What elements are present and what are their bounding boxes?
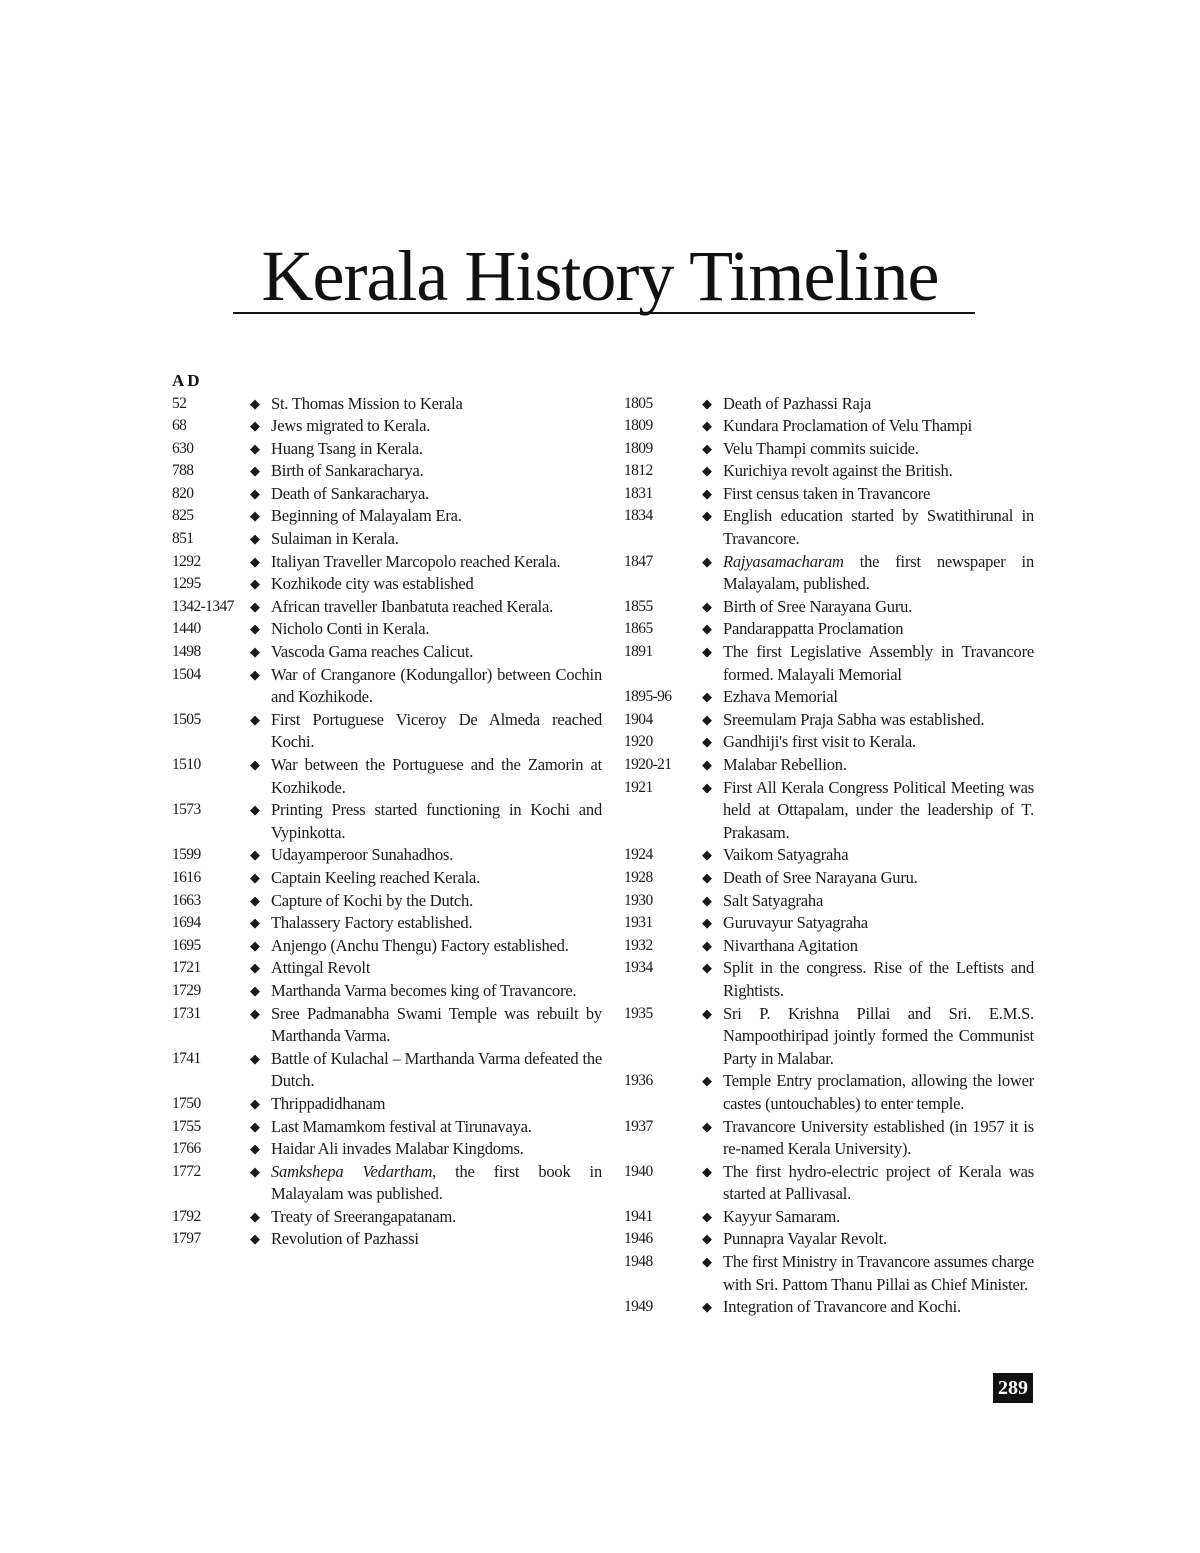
entry-year: 68 xyxy=(172,417,187,435)
entry-year: 1831 xyxy=(624,484,653,502)
entry-year: 1934 xyxy=(624,959,653,977)
timeline-entry xyxy=(172,912,602,935)
timeline-entry xyxy=(624,596,1034,619)
timeline-entry xyxy=(172,393,602,416)
timeline-entry xyxy=(172,483,602,506)
entry-year: 1935 xyxy=(624,1004,653,1022)
entry-year: 1936 xyxy=(624,1072,653,1090)
entry-text: Anjengo (Anchu Thengu) Factory established. xyxy=(271,935,569,955)
timeline-entry xyxy=(624,957,1034,1002)
timeline-entry xyxy=(172,844,602,867)
entry-text: Guruvayur Satyagraha xyxy=(723,913,868,933)
entry-year: 1797 xyxy=(172,1230,201,1248)
entry-text: Kundara Proclamation of Velu Thampi xyxy=(723,416,972,436)
entry-text: Last Mamamkom festival at Tirunavaya. xyxy=(271,1116,532,1136)
entry-text: St. Thomas Mission to Kerala xyxy=(271,393,463,413)
entry-year: 1921 xyxy=(624,778,653,796)
timeline-entry xyxy=(172,754,602,799)
diamond-bullet-icon: ◆ xyxy=(250,1005,260,1021)
timeline-entry xyxy=(624,483,1034,506)
diamond-bullet-icon: ◆ xyxy=(702,1005,712,1021)
timeline-entry xyxy=(624,1206,1034,1229)
diamond-bullet-icon: ◆ xyxy=(250,982,260,998)
entry-title-italic: Rajyasamacharam xyxy=(723,551,844,571)
timeline-entry xyxy=(172,528,602,551)
entry-year: 1292 xyxy=(172,552,201,570)
entry-text xyxy=(723,551,1034,596)
timeline-left-column xyxy=(172,370,602,1251)
diamond-bullet-icon: ◆ xyxy=(702,418,712,434)
diamond-bullet-icon: ◆ xyxy=(702,915,712,931)
entry-text: Punnapra Vayalar Revolt. xyxy=(723,1229,887,1249)
entry-text: Nivarthana Agitation xyxy=(723,935,858,955)
entry-text: Kayyur Samaram. xyxy=(723,1206,841,1226)
entry-text: Birth of Sankaracharya. xyxy=(271,461,424,481)
entry-year: 788 xyxy=(172,462,194,480)
diamond-bullet-icon: ◆ xyxy=(702,689,712,705)
entry-text: Italiyan Traveller Marcopolo reached Kerala. xyxy=(271,551,561,571)
diamond-bullet-icon: ◆ xyxy=(250,960,260,976)
timeline-entry xyxy=(172,890,602,913)
diamond-bullet-icon: ◆ xyxy=(702,1231,712,1247)
timeline-entry xyxy=(624,438,1034,461)
timeline-entry xyxy=(172,957,602,980)
entry-year: 1920-21 xyxy=(624,756,672,773)
diamond-bullet-icon: ◆ xyxy=(702,757,712,772)
entry-text: Gandhiji's first visit to Kerala. xyxy=(723,732,916,752)
entry-year: 1731 xyxy=(172,1004,201,1022)
entry-text: Beginning of Malayalam Era. xyxy=(271,506,462,526)
entry-text-rest: , the first book in Malayalam was published. xyxy=(271,1161,602,1204)
diamond-bullet-icon: ◆ xyxy=(250,598,260,614)
timeline-entry xyxy=(172,1206,602,1229)
entry-text: First census taken in Travancore xyxy=(723,483,931,503)
entry-year: 1504 xyxy=(172,665,201,683)
timeline-entry xyxy=(172,1228,602,1251)
entry-year: 1891 xyxy=(624,643,653,661)
entry-text: The first hydro-electric project of Kerala was started at Pallivasal. xyxy=(723,1161,1034,1204)
entry-text: First Portuguese Viceroy De Almeda reached Kochi. xyxy=(271,709,602,752)
entry-text: Captain Keeling reached Kerala. xyxy=(271,867,481,887)
diamond-bullet-icon: ◆ xyxy=(250,1141,260,1157)
timeline-entry xyxy=(624,415,1034,438)
entry-year: 1904 xyxy=(624,710,653,728)
timeline-entry xyxy=(624,686,1034,709)
diamond-bullet-icon: ◆ xyxy=(702,960,712,976)
timeline-entry xyxy=(172,799,602,844)
diamond-bullet-icon: ◆ xyxy=(702,847,712,863)
era-spacer xyxy=(624,370,1034,393)
timeline-entry xyxy=(172,618,602,641)
entry-year: 1573 xyxy=(172,801,201,819)
entry-year: 825 xyxy=(172,507,194,525)
entry-text: Vaikom Satyagraha xyxy=(723,845,849,865)
entry-text: Thrippadidhanam xyxy=(271,1093,386,1113)
diamond-bullet-icon: ◆ xyxy=(250,485,260,501)
entry-text: Huang Tsang in Kerala. xyxy=(271,438,423,458)
entry-text: The first Legislative Assembly in Travancore formed. Malayali Memorial xyxy=(723,642,1034,684)
entry-text: Printing Press started functioning in Kochi and Vypinkotta. xyxy=(271,800,602,842)
entry-year: 1937 xyxy=(624,1117,653,1135)
entry-year: 52 xyxy=(172,394,187,412)
entry-text: Death of Sankaracharya. xyxy=(271,483,430,503)
entry-text: The first Ministry in Travancore assumes charge with Sri. Pattom Thanu Pillai as Chief Minister. xyxy=(723,1252,1034,1294)
timeline-entry xyxy=(624,777,1034,845)
entry-text: Udayamperoor Sunahadhos. xyxy=(271,845,454,865)
timeline-entry xyxy=(172,1003,602,1048)
diamond-bullet-icon: ◆ xyxy=(250,576,260,592)
timeline-entry xyxy=(172,1093,602,1116)
diamond-bullet-icon: ◆ xyxy=(250,1231,260,1247)
diamond-bullet-icon: ◆ xyxy=(702,598,712,614)
entry-year: 1498 xyxy=(172,643,201,661)
entry-year: 1948 xyxy=(624,1253,653,1271)
entry-year: 1721 xyxy=(172,959,201,977)
entry-year: 851 xyxy=(172,530,194,548)
entry-text: Haidar Ali invades Malabar Kingdoms. xyxy=(271,1139,524,1159)
timeline-entry xyxy=(624,731,1034,754)
entry-text: Integration of Travancore and Kochi. xyxy=(723,1297,961,1317)
diamond-bullet-icon: ◆ xyxy=(250,440,260,456)
diamond-bullet-icon: ◆ xyxy=(702,553,712,569)
entry-text: Pandarappatta Proclamation xyxy=(723,619,904,639)
diamond-bullet-icon: ◆ xyxy=(250,1095,260,1111)
entry-year: 1599 xyxy=(172,846,201,864)
entry-text: Split in the congress. Rise of the Leftists and Rightists. xyxy=(723,958,1034,1000)
entry-year: 1805 xyxy=(624,394,653,412)
timeline-entry xyxy=(624,393,1034,416)
timeline-entry xyxy=(624,1228,1034,1251)
entry-text-rest: the first newspaper in Malayalam, published. xyxy=(723,551,1034,594)
entry-year: 1932 xyxy=(624,936,653,954)
timeline-entry xyxy=(172,1048,602,1093)
entry-text: Kozhikode city was established xyxy=(271,574,474,594)
timeline-entry xyxy=(624,505,1034,550)
entry-year: 1750 xyxy=(172,1094,201,1112)
entry-text: Salt Satyagraha xyxy=(723,890,824,910)
diamond-bullet-icon: ◆ xyxy=(250,937,260,953)
entry-year: 1809 xyxy=(624,439,653,457)
entry-year: 1342-1347 xyxy=(172,597,234,615)
diamond-bullet-icon: ◆ xyxy=(250,395,260,411)
entry-text: Death of Pazhassi Raja xyxy=(723,393,872,413)
timeline-entry xyxy=(172,1138,602,1161)
diamond-bullet-icon: ◆ xyxy=(250,1118,260,1134)
timeline-entry xyxy=(172,551,602,574)
diamond-bullet-icon: ◆ xyxy=(702,508,712,524)
timeline-entry xyxy=(172,460,602,483)
timeline-entry xyxy=(172,641,602,664)
entry-year: 1510 xyxy=(172,756,201,773)
timeline-entry xyxy=(624,641,1034,686)
timeline-entry xyxy=(172,438,602,461)
timeline-entry xyxy=(172,709,602,754)
entry-year: 1809 xyxy=(624,417,653,435)
entry-year: 1694 xyxy=(172,914,201,932)
page-number: 289 xyxy=(993,1373,1033,1403)
entry-text: Kurichiya revolt against the British. xyxy=(723,461,953,481)
timeline-right-column xyxy=(624,370,1034,1319)
era-label: AD xyxy=(172,371,203,390)
diamond-bullet-icon: ◆ xyxy=(250,531,260,547)
entry-year: 820 xyxy=(172,484,194,502)
diamond-bullet-icon: ◆ xyxy=(702,734,712,750)
entry-text: Jews migrated to Kerala. xyxy=(271,416,431,436)
timeline-entry xyxy=(624,1116,1034,1161)
entry-text: Birth of Sree Narayana Guru. xyxy=(723,596,913,616)
timeline-entry xyxy=(624,844,1034,867)
diamond-bullet-icon: ◆ xyxy=(702,1118,712,1134)
entry-text: Sulaiman in Kerala. xyxy=(271,529,399,549)
entry-text: African traveller Ibanbatuta reached Kerala. xyxy=(271,596,554,616)
timeline-entry xyxy=(624,1070,1034,1115)
timeline-entry xyxy=(624,709,1034,732)
entry-year: 1812 xyxy=(624,462,653,480)
diamond-bullet-icon: ◆ xyxy=(250,644,260,660)
diamond-bullet-icon: ◆ xyxy=(702,937,712,953)
entry-text: Vascoda Gama reaches Calicut. xyxy=(271,642,474,662)
entry-year: 1920 xyxy=(624,733,653,751)
timeline-entry xyxy=(624,1161,1034,1206)
entry-text xyxy=(271,1161,602,1206)
diamond-bullet-icon: ◆ xyxy=(250,666,260,682)
entry-year: 1440 xyxy=(172,620,201,638)
diamond-bullet-icon: ◆ xyxy=(250,802,260,818)
entry-year: 1946 xyxy=(624,1230,653,1248)
timeline-entry xyxy=(624,551,1034,596)
entry-text: Travancore University established (in 1957 it is re-named Kerala University). xyxy=(723,1116,1034,1159)
entry-text: English education started by Swatithirunal in Travancore. xyxy=(723,506,1034,549)
diamond-bullet-icon: ◆ xyxy=(702,440,712,456)
entry-text: Thalassery Factory established. xyxy=(271,913,473,933)
diamond-bullet-icon: ◆ xyxy=(250,711,260,727)
diamond-bullet-icon: ◆ xyxy=(702,485,712,501)
timeline-entry xyxy=(172,867,602,890)
diamond-bullet-icon: ◆ xyxy=(702,644,712,660)
diamond-bullet-icon: ◆ xyxy=(702,621,712,637)
entry-year: 1940 xyxy=(624,1162,653,1180)
entry-text: Capture of Kochi by the Dutch. xyxy=(271,890,474,910)
entry-year: 1729 xyxy=(172,981,201,999)
entry-text: Marthanda Varma becomes king of Travancore. xyxy=(271,980,577,1000)
diamond-bullet-icon: ◆ xyxy=(250,418,260,434)
diamond-bullet-icon: ◆ xyxy=(250,508,260,524)
entry-year: 1766 xyxy=(172,1140,201,1158)
diamond-bullet-icon: ◆ xyxy=(250,1208,260,1224)
entry-year: 1928 xyxy=(624,868,653,886)
timeline-list-left xyxy=(172,393,602,1252)
diamond-bullet-icon: ◆ xyxy=(702,1299,712,1315)
entry-year: 1941 xyxy=(624,1207,653,1225)
entry-text: First All Kerala Congress Political Meeting was held at Ottapalam, under the leadership of T. Prakasam. xyxy=(723,777,1034,842)
timeline-list-right xyxy=(624,393,1034,1319)
entry-year: 1855 xyxy=(624,597,653,615)
timeline-entry xyxy=(624,1003,1034,1071)
entry-text: Sreemulam Praja Sabha was established. xyxy=(723,709,985,729)
entry-year: 1741 xyxy=(172,1049,201,1067)
diamond-bullet-icon: ◆ xyxy=(250,869,260,885)
diamond-bullet-icon: ◆ xyxy=(702,463,712,479)
entry-year: 1505 xyxy=(172,710,201,728)
timeline-entry xyxy=(172,1116,602,1139)
diamond-bullet-icon: ◆ xyxy=(250,621,260,637)
entry-year: 1895-96 xyxy=(624,688,672,706)
timeline-entry xyxy=(624,754,1034,777)
entry-year: 1695 xyxy=(172,936,201,954)
entry-year: 1792 xyxy=(172,1207,201,1225)
diamond-bullet-icon: ◆ xyxy=(702,395,712,411)
timeline-entry xyxy=(624,867,1034,890)
entry-text: War of Cranganore (Kodungallor) between Cochin and Kozhikode. xyxy=(271,664,602,707)
timeline-entry xyxy=(624,890,1034,913)
diamond-bullet-icon: ◆ xyxy=(250,915,260,931)
entry-year: 1931 xyxy=(624,914,653,932)
diamond-bullet-icon: ◆ xyxy=(702,1254,712,1270)
entry-year: 630 xyxy=(172,439,194,457)
timeline-entry xyxy=(624,618,1034,641)
diamond-bullet-icon: ◆ xyxy=(702,1208,712,1224)
timeline-entry xyxy=(172,664,602,709)
diamond-bullet-icon: ◆ xyxy=(702,1163,712,1179)
diamond-bullet-icon: ◆ xyxy=(250,463,260,479)
timeline-entry xyxy=(624,1251,1034,1296)
diamond-bullet-icon: ◆ xyxy=(702,779,712,795)
entry-text: Treaty of Sreerangapatanam. xyxy=(271,1206,457,1226)
timeline-entry xyxy=(172,980,602,1003)
entry-year: 1616 xyxy=(172,868,201,886)
timeline-entry xyxy=(172,415,602,438)
entry-year: 1663 xyxy=(172,891,201,909)
entry-year: 1295 xyxy=(172,575,201,593)
timeline-entry xyxy=(624,460,1034,483)
diamond-bullet-icon: ◆ xyxy=(250,1163,260,1179)
diamond-bullet-icon: ◆ xyxy=(250,1050,260,1066)
timeline-entry xyxy=(172,596,602,619)
entry-text: Revolution of Pazhassi xyxy=(271,1229,419,1249)
entry-text: Velu Thampi commits suicide. xyxy=(723,438,919,458)
timeline-entry xyxy=(172,573,602,596)
entry-text: Malabar Rebellion. xyxy=(723,755,847,774)
diamond-bullet-icon: ◆ xyxy=(250,847,260,863)
diamond-bullet-icon: ◆ xyxy=(250,553,260,569)
title-underline xyxy=(233,312,975,314)
entry-text: War between the Portuguese and the Zamorin at Kozhikode. xyxy=(271,755,602,797)
entry-text: Sri P. Krishna Pillai and Sri. E.M.S. Nampoothiripad jointly formed the Communist Party in Malabar. xyxy=(723,1003,1034,1068)
diamond-bullet-icon: ◆ xyxy=(702,869,712,885)
timeline-entry xyxy=(624,912,1034,935)
diamond-bullet-icon: ◆ xyxy=(250,892,260,908)
timeline-entry xyxy=(624,1296,1034,1319)
entry-text: Sree Padmanabha Swami Temple was rebuilt by Marthanda Varma. xyxy=(271,1003,602,1046)
diamond-bullet-icon: ◆ xyxy=(250,757,260,772)
entry-year: 1865 xyxy=(624,620,653,638)
entry-text: Death of Sree Narayana Guru. xyxy=(723,867,918,887)
entry-year: 1949 xyxy=(624,1298,653,1316)
diamond-bullet-icon: ◆ xyxy=(702,711,712,727)
timeline-entry xyxy=(172,1161,602,1206)
entry-text: Nicholo Conti in Kerala. xyxy=(271,619,430,639)
diamond-bullet-icon: ◆ xyxy=(702,892,712,908)
timeline-entry xyxy=(172,505,602,528)
diamond-bullet-icon: ◆ xyxy=(702,1073,712,1089)
entry-year: 1834 xyxy=(624,507,653,525)
entry-year: 1930 xyxy=(624,891,653,909)
timeline-entry xyxy=(172,935,602,958)
entry-text: Battle of Kulachal – Marthanda Varma defeated the Dutch. xyxy=(271,1048,602,1091)
entry-title-italic: Samkshepa Vedartham xyxy=(271,1161,433,1181)
entry-text: Ezhava Memorial xyxy=(723,687,838,707)
entry-text: Temple Entry proclamation, allowing the lower castes (untouchables) to enter temple. xyxy=(723,1071,1034,1113)
timeline-entry xyxy=(624,935,1034,958)
entry-year: 1755 xyxy=(172,1117,201,1135)
page-title: Kerala History Timeline xyxy=(261,236,939,316)
entry-year: 1847 xyxy=(624,552,653,570)
entry-year: 1924 xyxy=(624,846,653,864)
entry-text: Attingal Revolt xyxy=(271,958,371,978)
entry-year: 1772 xyxy=(172,1162,201,1180)
